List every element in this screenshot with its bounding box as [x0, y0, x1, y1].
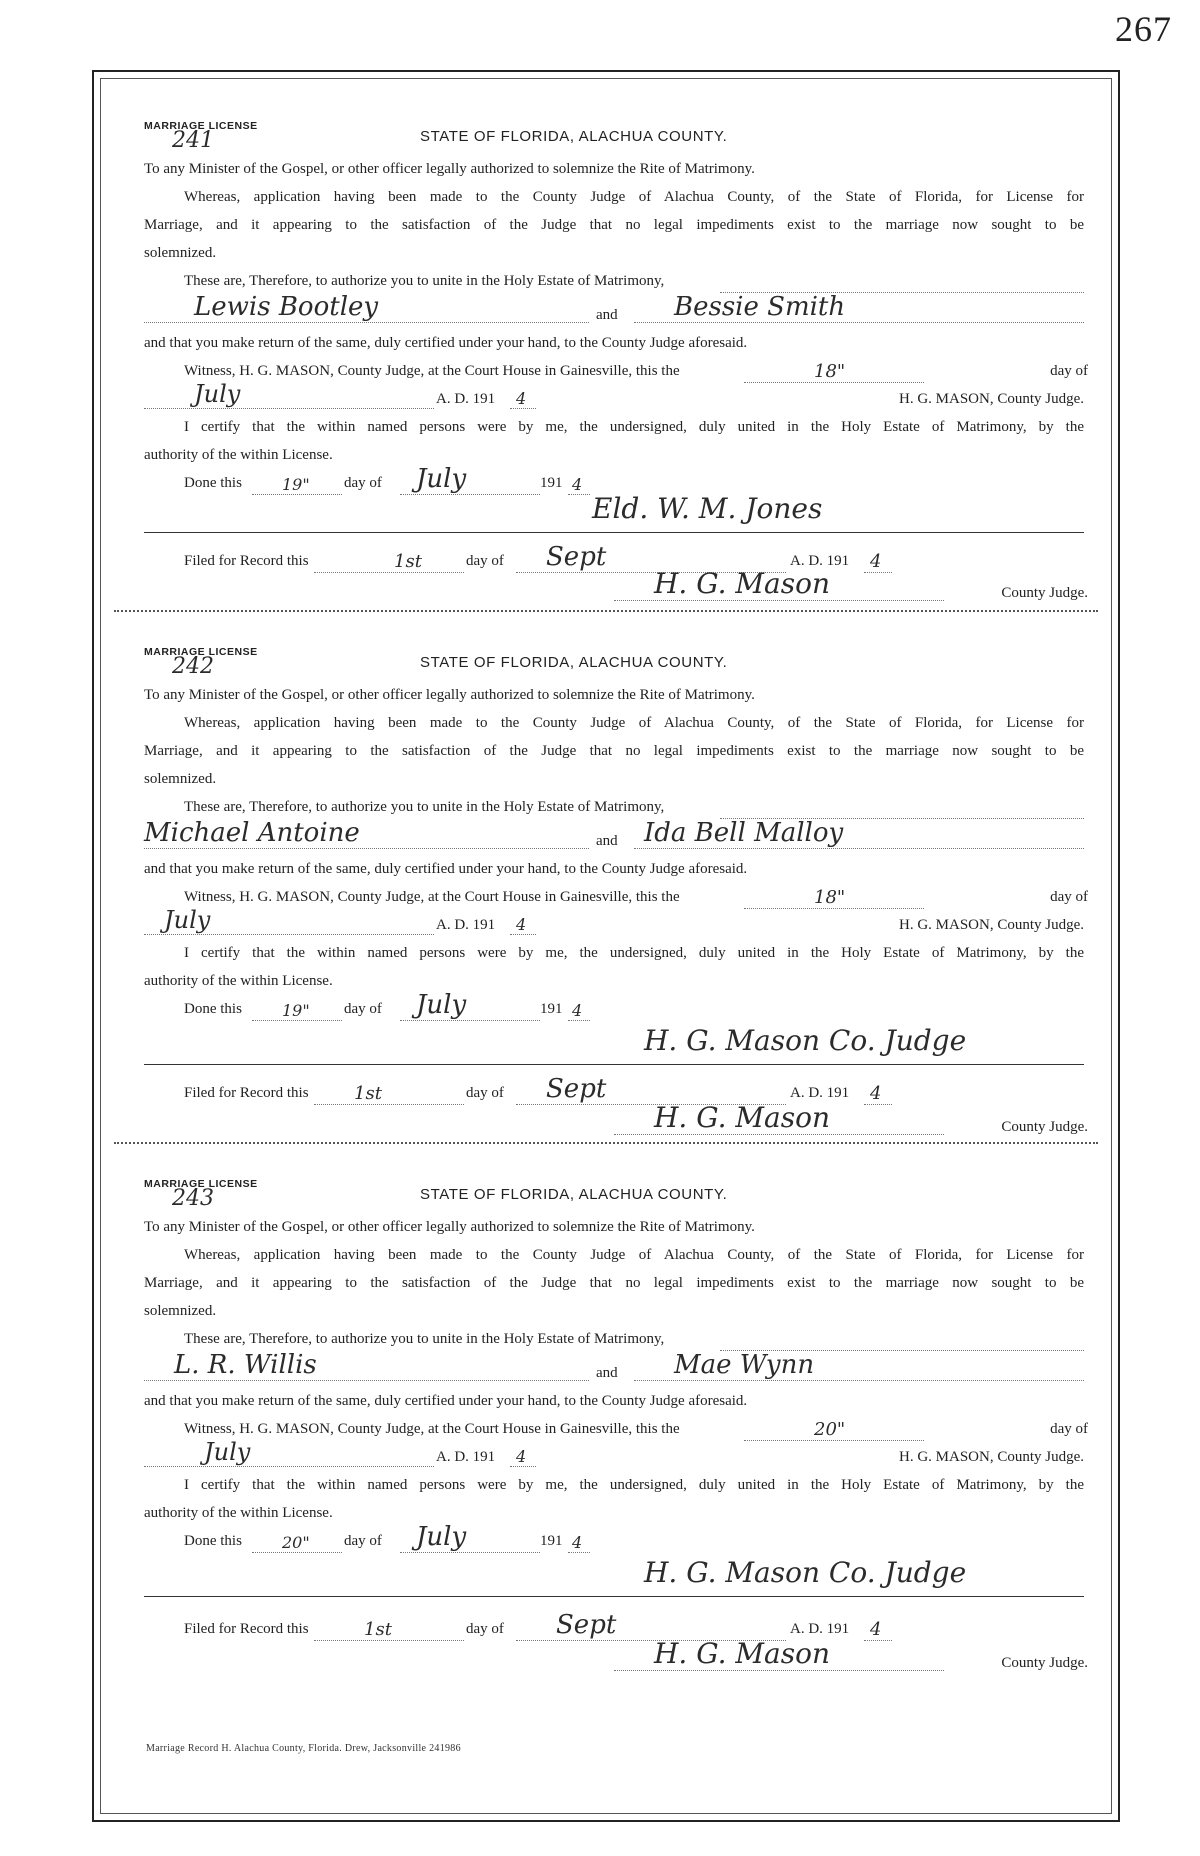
- done-year: 4: [572, 1001, 583, 1020]
- groom-name: Michael Antoine: [144, 818, 360, 848]
- done-month: July: [416, 1522, 467, 1552]
- bride-field: [634, 818, 1084, 849]
- authorize-text: These are, Therefore, to authorize you to unite in the Holy Estate of Matrimony,: [184, 1331, 665, 1347]
- return-text: and that you make return of the same, duly certified under your hand, to the County Judge aforesaid.: [144, 335, 748, 351]
- done-this-label: Done this: [184, 475, 242, 491]
- and-label: and: [596, 307, 618, 323]
- done-year-prefix: 191: [540, 1001, 563, 1017]
- authorize-text: These are, Therefore, to authorize you to unite in the Holy Estate of Matrimony,: [184, 799, 665, 815]
- judge-signature-line: H. G. MASON, County Judge.: [898, 917, 1084, 933]
- filed-ad-label: A. D. 191: [790, 1085, 850, 1101]
- done-this-label: Done this: [184, 1001, 242, 1017]
- certify-line-2: authority of the within License.: [144, 973, 333, 989]
- county-judge-label: County Judge.: [1001, 1119, 1088, 1135]
- filed-day-of-label: day of: [466, 1085, 504, 1101]
- marriage-license-label: MARRIAGE LICENSE: [144, 1178, 258, 1190]
- witness-month: July: [204, 1438, 251, 1466]
- done-day-of-label: day of: [344, 475, 382, 491]
- filed-label: Filed for Record this: [184, 553, 309, 569]
- filed-signature-field: [614, 1637, 944, 1671]
- done-month: July: [416, 464, 467, 494]
- certify-line-1: I certify that the within named persons were by me, the undersigned, duly united in the Holy Estate of Matrimony, by the: [184, 945, 1084, 961]
- license-heading: STATE OF FLORIDA, ALACHUA COUNTY.: [420, 128, 728, 145]
- filed-ad-label: A. D. 191: [790, 1621, 850, 1637]
- done-day: 20": [282, 1533, 310, 1552]
- witness-month-field: [144, 1438, 434, 1467]
- whereas-line-1: Whereas, application having been made to the County Judge of Alachua County, of the State of Florida, for License for: [184, 1247, 1084, 1263]
- license-number: 241: [172, 128, 214, 153]
- filed-label: Filed for Record this: [184, 1085, 309, 1101]
- authorize-fill-line: [720, 796, 1084, 819]
- whereas-line-2: Marriage, and it appearing to the satisfaction of the Judge that no legal impediments exist to the marriage now sought to be: [144, 1275, 1084, 1291]
- bride-field: [634, 292, 1084, 323]
- officiant-signature: Eld. W. M. Jones: [592, 492, 823, 525]
- done-month: July: [416, 990, 467, 1020]
- witness-year: 4: [516, 915, 527, 934]
- done-day-of-label: day of: [344, 1001, 382, 1017]
- ad-label: A. D. 191: [436, 1449, 496, 1465]
- day-of-label: day of: [1050, 363, 1088, 379]
- license-heading: STATE OF FLORIDA, ALACHUA COUNTY.: [420, 654, 728, 671]
- whereas-line-2: Marriage, and it appearing to the satisfaction of the Judge that no legal impediments exist to the marriage now sought to be: [144, 217, 1084, 233]
- done-year: 4: [572, 475, 583, 494]
- page-footer: Marriage Record H. Alachua County, Florida. Drew, Jacksonville 241986: [146, 1743, 461, 1754]
- license-heading: STATE OF FLORIDA, ALACHUA COUNTY.: [420, 1186, 728, 1203]
- witness-day: 18": [814, 361, 846, 382]
- bride-field: [634, 1350, 1084, 1381]
- filed-month: Sept: [546, 542, 607, 572]
- witness-day-field: [744, 1418, 924, 1441]
- groom-field: [144, 1350, 589, 1381]
- judge-signature-line: H. G. MASON, County Judge.: [898, 391, 1084, 407]
- license-divider: [144, 1064, 1084, 1065]
- witness-year: 4: [516, 1447, 527, 1466]
- filed-day-field: [314, 550, 464, 573]
- license-241: [144, 120, 1088, 650]
- witness-year-field: [510, 386, 536, 409]
- done-this-label: Done this: [184, 1533, 242, 1549]
- filed-month: Sept: [556, 1610, 617, 1640]
- authorize-fill-line: [720, 1328, 1084, 1351]
- done-day-field: [252, 1530, 342, 1553]
- witness-text: Witness, H. G. MASON, County Judge, at the Court House in Gainesville, this the: [184, 1421, 680, 1437]
- certify-line-2: authority of the within License.: [144, 447, 333, 463]
- done-month-field: [400, 1522, 540, 1553]
- groom-field: [144, 818, 589, 849]
- witness-year-field: [510, 912, 536, 935]
- bride-name: Ida Bell Malloy: [644, 818, 844, 848]
- filed-signature: H. G. Mason: [654, 567, 831, 600]
- groom-field: [144, 292, 589, 323]
- whereas-line-3: solemnized.: [144, 771, 217, 787]
- intro-text: To any Minister of the Gospel, or other officer legally authorized to solemnize the Rite of Matrimony.: [144, 687, 755, 703]
- filed-signature: H. G. Mason: [654, 1637, 831, 1670]
- filed-year: 4: [870, 1619, 882, 1640]
- marriage-license-label: MARRIAGE LICENSE: [144, 120, 258, 132]
- done-day-field: [252, 472, 342, 495]
- intro-text: To any Minister of the Gospel, or other officer legally authorized to solemnize the Rite of Matrimony.: [144, 161, 755, 177]
- day-of-label: day of: [1050, 889, 1088, 905]
- witness-month: July: [164, 906, 211, 934]
- filed-year: 4: [870, 1083, 882, 1104]
- whereas-line-2: Marriage, and it appearing to the satisfaction of the Judge that no legal impediments exist to the marriage now sought to be: [144, 743, 1084, 759]
- filed-day-field: [314, 1082, 464, 1105]
- filed-year-field: [864, 550, 892, 573]
- done-day: 19": [282, 475, 310, 494]
- witness-month-field: [144, 906, 434, 935]
- filed-day: 1st: [354, 1083, 382, 1104]
- witness-day-field: [744, 360, 924, 383]
- filed-day-field: [314, 1618, 464, 1641]
- done-year-field: [568, 1530, 590, 1553]
- done-day: 19": [282, 1001, 310, 1020]
- license-242: [144, 646, 1088, 1176]
- groom-name: Lewis Bootley: [194, 292, 379, 322]
- done-month-field: [400, 990, 540, 1021]
- officiant-signature: H. G. Mason Co. Judge: [644, 1556, 967, 1589]
- filed-signature-field: [614, 567, 944, 601]
- judge-signature-line: H. G. MASON, County Judge.: [898, 1449, 1084, 1465]
- done-day-field: [252, 998, 342, 1021]
- whereas-line-1: Whereas, application having been made to the County Judge of Alachua County, of the State of Florida, for License for: [184, 715, 1084, 731]
- license-divider: [144, 532, 1084, 533]
- witness-year-field: [510, 1444, 536, 1467]
- page-number: 267: [1115, 9, 1172, 49]
- done-year-field: [568, 998, 590, 1021]
- witness-day: 18": [814, 887, 846, 908]
- filed-signature-field: [614, 1101, 944, 1135]
- done-year-prefix: 191: [540, 475, 563, 491]
- license-divider: [144, 1596, 1084, 1597]
- section-separator: [114, 1142, 1098, 1144]
- filed-day-of-label: day of: [466, 553, 504, 569]
- done-year-prefix: 191: [540, 1533, 563, 1549]
- officiant-signature: H. G. Mason Co. Judge: [644, 1024, 967, 1057]
- bride-name: Bessie Smith: [674, 292, 846, 322]
- done-year-field: [568, 472, 590, 495]
- record-page-frame: [92, 70, 1120, 1822]
- county-judge-label: County Judge.: [1001, 585, 1088, 601]
- done-month-field: [400, 464, 540, 495]
- witness-day-field: [744, 886, 924, 909]
- marriage-license-label: MARRIAGE LICENSE: [144, 646, 258, 658]
- witness-month: July: [194, 380, 241, 408]
- county-judge-label: County Judge.: [1001, 1655, 1088, 1671]
- done-year: 4: [572, 1533, 583, 1552]
- intro-text: To any Minister of the Gospel, or other officer legally authorized to solemnize the Rite of Matrimony.: [144, 1219, 755, 1235]
- ad-label: A. D. 191: [436, 917, 496, 933]
- ad-label: A. D. 191: [436, 391, 496, 407]
- filed-ad-label: A. D. 191: [790, 553, 850, 569]
- filed-month: Sept: [546, 1074, 607, 1104]
- whereas-line-3: solemnized.: [144, 245, 217, 261]
- authorize-text: These are, Therefore, to authorize you to unite in the Holy Estate of Matrimony,: [184, 273, 665, 289]
- day-of-label: day of: [1050, 1421, 1088, 1437]
- whereas-line-3: solemnized.: [144, 1303, 217, 1319]
- certify-line-1: I certify that the within named persons were by me, the undersigned, duly united in the Holy Estate of Matrimony, by the: [184, 1477, 1084, 1493]
- return-text: and that you make return of the same, duly certified under your hand, to the County Judge aforesaid.: [144, 1393, 748, 1409]
- witness-day: 20": [814, 1419, 846, 1440]
- filed-day-of-label: day of: [466, 1621, 504, 1637]
- license-number: 243: [172, 1186, 214, 1211]
- license-243: [144, 1178, 1088, 1708]
- return-text: and that you make return of the same, duly certified under your hand, to the County Judge aforesaid.: [144, 861, 748, 877]
- and-label: and: [596, 1365, 618, 1381]
- whereas-line-1: Whereas, application having been made to the County Judge of Alachua County, of the State of Florida, for License for: [184, 189, 1084, 205]
- filed-day: 1st: [394, 551, 422, 572]
- authorize-fill-line: [720, 270, 1084, 293]
- section-separator: [114, 610, 1098, 612]
- groom-name: L. R. Willis: [174, 1350, 317, 1380]
- witness-text: Witness, H. G. MASON, County Judge, at the Court House in Gainesville, this the: [184, 363, 680, 379]
- filed-year-field: [864, 1082, 892, 1105]
- filed-day: 1st: [364, 1619, 392, 1640]
- witness-month-field: [144, 380, 434, 409]
- certify-line-2: authority of the within License.: [144, 1505, 333, 1521]
- filed-year-field: [864, 1618, 892, 1641]
- filed-year: 4: [870, 551, 882, 572]
- certify-line-1: I certify that the within named persons were by me, the undersigned, duly united in the Holy Estate of Matrimony, by the: [184, 419, 1084, 435]
- done-day-of-label: day of: [344, 1533, 382, 1549]
- bride-name: Mae Wynn: [674, 1350, 815, 1380]
- license-number: 242: [172, 654, 214, 679]
- witness-year: 4: [516, 389, 527, 408]
- filed-signature: H. G. Mason: [654, 1101, 831, 1134]
- filed-label: Filed for Record this: [184, 1621, 309, 1637]
- and-label: and: [596, 833, 618, 849]
- witness-text: Witness, H. G. MASON, County Judge, at the Court House in Gainesville, this the: [184, 889, 680, 905]
